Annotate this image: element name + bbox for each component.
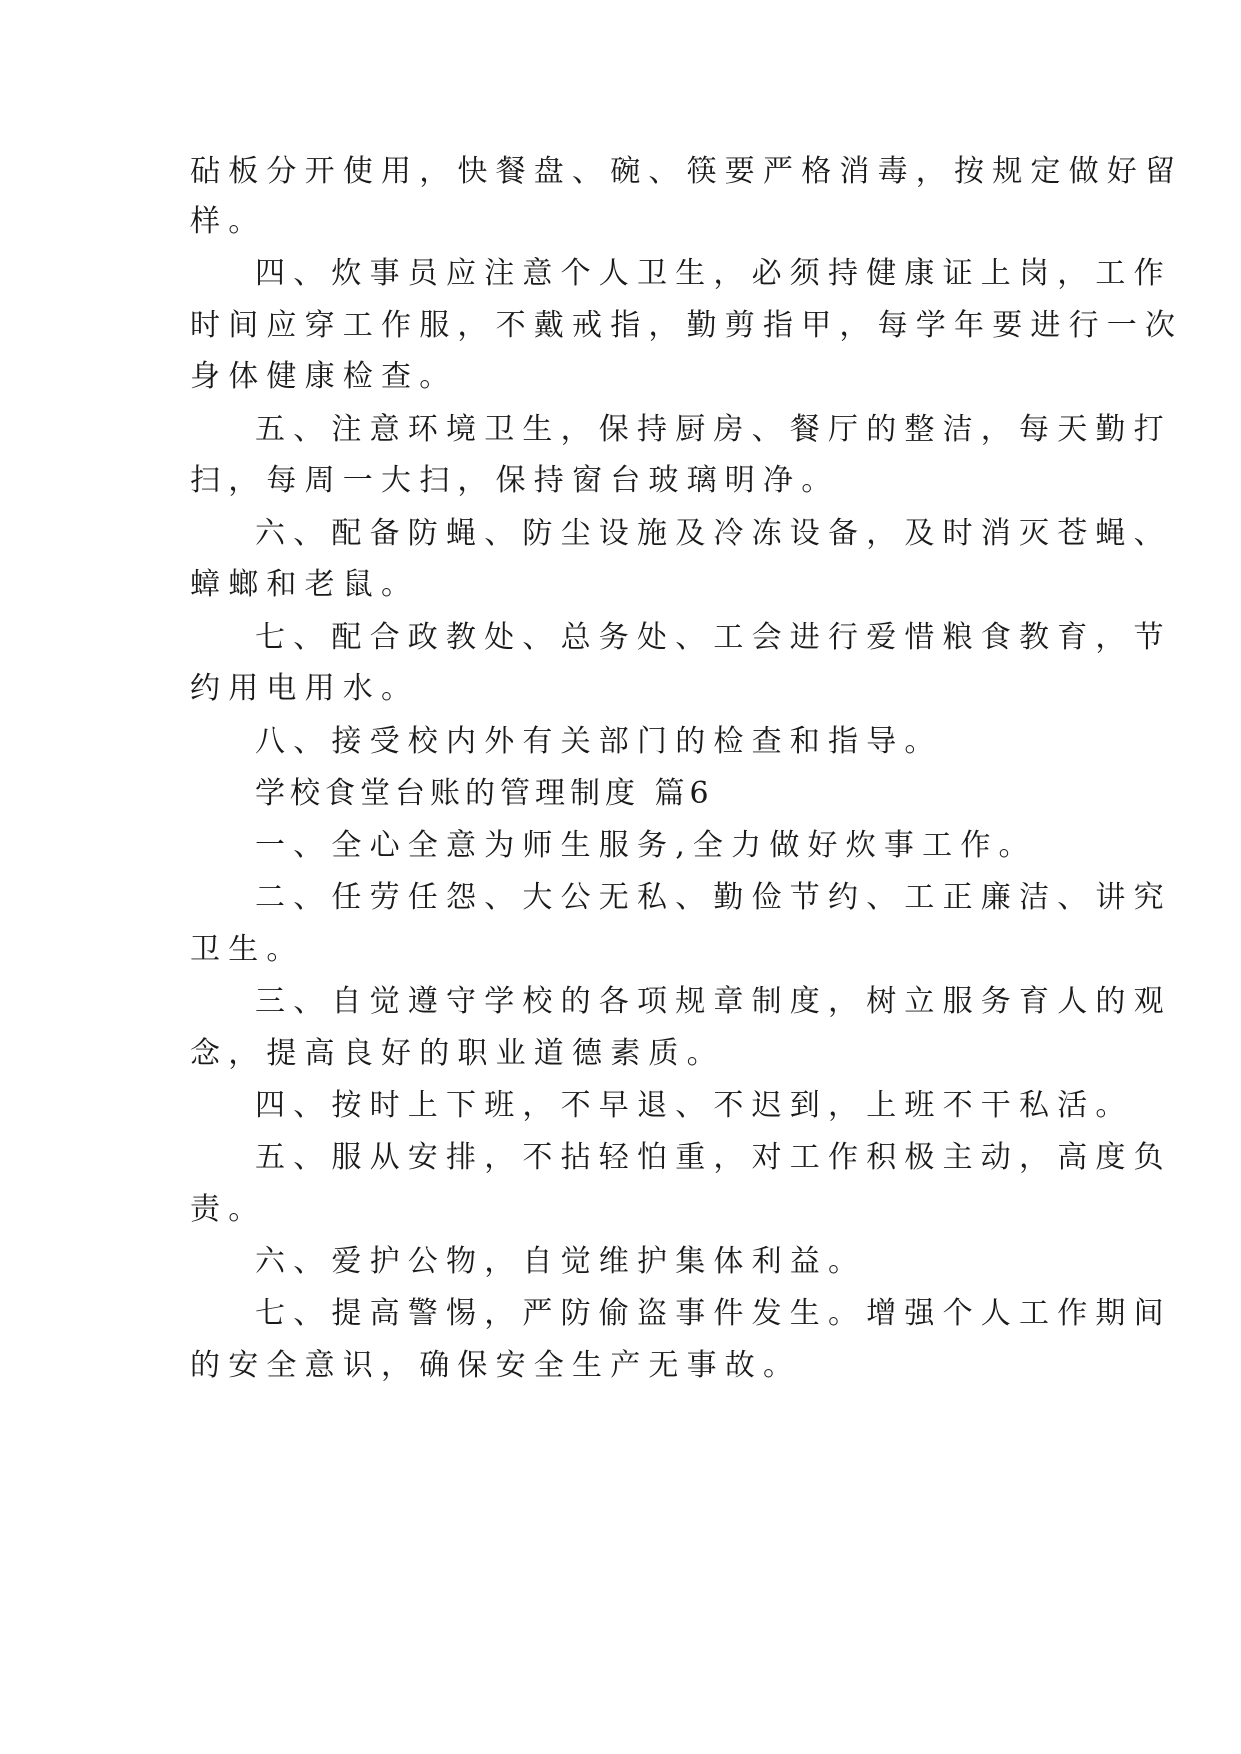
text-line: 砧板分开使用，快餐盘、碗、筷要严格消毒，按规定做好留 bbox=[190, 154, 1184, 189]
text-line: 二、任劳任怨、大公无私、勤俭节约、工正廉洁、讲究 bbox=[255, 880, 1172, 915]
text-line: 四、按时上下班，不早退、不迟到，上班不干私活。 bbox=[255, 1088, 1134, 1123]
text-line: 六、配备防蝇、防尘设施及冷冻设备，及时消灭苍蝇、 bbox=[255, 516, 1172, 551]
text-line: 八、接受校内外有关部门的检查和指导。 bbox=[255, 724, 943, 759]
text-line: 卫生。 bbox=[190, 932, 305, 967]
text-line: 七、提高警惕，严防偷盗事件发生。增强个人工作期间 bbox=[255, 1296, 1172, 1331]
text-line: 五、服从安排，不拈轻怕重，对工作积极主动，高度负 bbox=[255, 1140, 1172, 1175]
text-line: 七、配合政教处、总务处、工会进行爱惜粮食教育，节 bbox=[255, 620, 1172, 655]
text-line: 六、爱护公物，自觉维护集体利益。 bbox=[255, 1244, 867, 1279]
text-line: 责。 bbox=[190, 1192, 267, 1227]
text-line: 扫，每周一大扫，保持窗台玻璃明净。 bbox=[190, 463, 840, 498]
text-line: 样。 bbox=[190, 204, 267, 239]
text-line: 时间应穿工作服，不戴戒指，勤剪指甲，每学年要进行一次 bbox=[190, 308, 1184, 343]
text-line: 四、炊事员应注意个人卫生，必须持健康证上岗，工作 bbox=[255, 256, 1172, 291]
text-line: 念，提高良好的职业道德素质。 bbox=[190, 1036, 725, 1071]
text-line: 蟑螂和老鼠。 bbox=[190, 567, 420, 602]
text-line: 一、全心全意为师生服务,全力做好炊事工作。 bbox=[255, 828, 1037, 863]
section-heading: 学校食堂台账的管理制度 篇6 bbox=[255, 776, 714, 811]
text-line: 身体健康检查。 bbox=[190, 359, 458, 394]
text-line: 的安全意识，确保安全生产无事故。 bbox=[190, 1348, 802, 1383]
text-line: 五、注意环境卫生，保持厨房、餐厅的整洁，每天勤打 bbox=[255, 412, 1172, 447]
text-line: 约用电用水。 bbox=[190, 671, 420, 706]
text-line: 三、自觉遵守学校的各项规章制度，树立服务育人的观 bbox=[255, 984, 1172, 1019]
